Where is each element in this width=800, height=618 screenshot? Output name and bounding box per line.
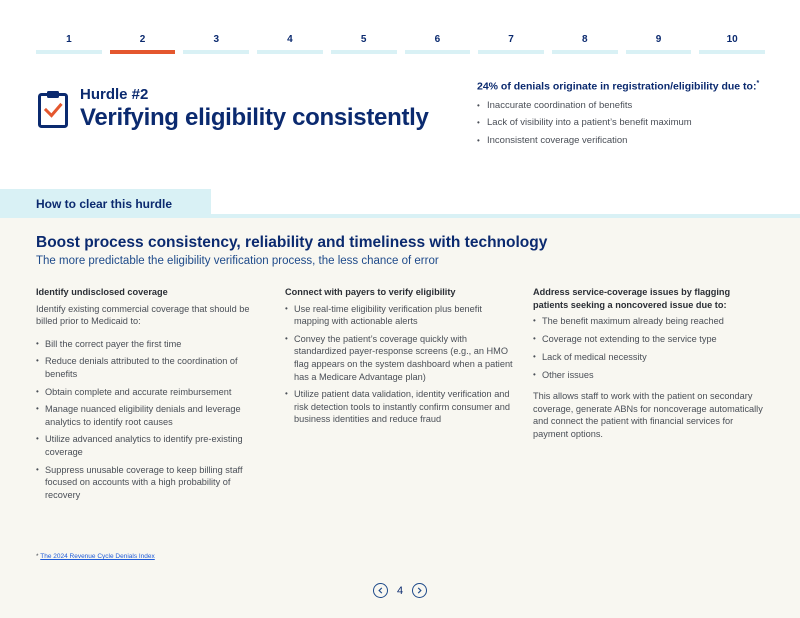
- column-note: This allows staff to work with the patient on secondary coverage, generate ABNs for noncoverage automatically and connect the patient with financial services for payment options.: [533, 391, 763, 439]
- clipboard-check-icon: [38, 90, 68, 128]
- column-undisclosed-coverage: [36, 286, 268, 506]
- pager: [373, 583, 427, 598]
- list-item: • Use real-time eligibility verification plus benefit mapping with actionable alerts: [285, 303, 517, 328]
- step-number: 5: [360, 34, 367, 45]
- step-bar: [552, 50, 618, 54]
- stat-item: • Inaccurate coordination of benefits: [477, 97, 777, 115]
- footnote: [36, 553, 155, 560]
- step-9[interactable]: [626, 33, 692, 54]
- step-bar: [331, 50, 397, 54]
- list-item: • Other issues: [533, 369, 765, 382]
- step-10[interactable]: [699, 33, 765, 54]
- chevron-left-icon[interactable]: [373, 583, 388, 598]
- step-bar: [626, 50, 692, 54]
- column-intro: Identify existing commercial coverage that should be billed prior to Medicaid to:: [36, 303, 250, 327]
- list-item: • The benefit maximum already being reached: [533, 315, 765, 328]
- hurdle-number: Hurdle #2: [80, 86, 149, 103]
- step-number: 10: [726, 34, 738, 45]
- stat-item: • Lack of visibility into a patient’s benefit maximum: [477, 114, 777, 132]
- step-bar: [183, 50, 249, 54]
- list-item: • Suppress unusable coverage to keep billing staff focused on accounts with a high probability of recovery: [36, 464, 268, 502]
- stat-list: [477, 97, 777, 150]
- step-number: 2: [139, 34, 146, 45]
- step-bar: [257, 50, 323, 54]
- step-3[interactable]: [183, 33, 249, 54]
- column-heading: Address service-coverage issues by flagging patients seeking a noncovered issue due to:: [533, 287, 731, 310]
- list-item: • Reduce denials attributed to the coordination of benefits: [36, 355, 268, 380]
- list-item: • Convey the patient’s coverage quickly with standardized payer-response screens (e.g., an HMO flag appears on the system dashboard when a patient has a Medicare Advantage plan): [285, 333, 517, 383]
- step-number: 9: [655, 34, 662, 45]
- step-4[interactable]: [257, 33, 323, 54]
- page-number: 4: [396, 584, 404, 597]
- step-number: 4: [287, 34, 293, 45]
- section-tab-label: How to clear this hurdle: [36, 197, 173, 211]
- step-bar: [699, 50, 765, 54]
- column-connect-payers: [285, 286, 517, 431]
- main-heading: Boost process consistency, reliability and timeliness with technology: [36, 234, 548, 251]
- page-title: Verifying eligibility consistently: [80, 104, 429, 131]
- step-number: 6: [434, 34, 441, 45]
- footnote-mark: *: [756, 80, 760, 87]
- step-bar: [36, 50, 102, 54]
- step-5[interactable]: [331, 33, 397, 54]
- column-list: [533, 315, 765, 382]
- stat-item: • Inconsistent coverage verification: [477, 132, 777, 150]
- list-item: • Lack of medical necessity: [533, 351, 765, 364]
- column-list: [285, 303, 517, 426]
- list-item: • Utilize patient data validation, identity verification and risk detection tools to instantly confirm consumer and business identities and reduce fraud: [285, 388, 517, 426]
- denial-stat: [477, 77, 777, 149]
- step-2[interactable]: [110, 33, 176, 54]
- column-heading: Connect with payers to verify eligibility: [285, 287, 456, 297]
- step-6[interactable]: [405, 33, 471, 54]
- stat-heading: 24% of denials originate in registration/eligibility due to:*: [477, 80, 760, 93]
- column-list: [36, 338, 268, 502]
- step-navigation: [36, 33, 765, 54]
- footnote-link[interactable]: The 2024 Revenue Cycle Denials Index: [40, 553, 155, 560]
- step-7[interactable]: [478, 33, 544, 54]
- step-number: 3: [213, 34, 220, 45]
- list-item: • Obtain complete and accurate reimbursement: [36, 386, 268, 399]
- step-8[interactable]: [552, 33, 618, 54]
- footnote-mark: *: [36, 553, 39, 560]
- chevron-right-icon[interactable]: [412, 583, 427, 598]
- step-bar: [110, 50, 176, 54]
- step-number: 8: [581, 34, 588, 45]
- step-bar: [478, 50, 544, 54]
- list-item: • Coverage not extending to the service type: [533, 333, 765, 346]
- column-heading: Identify undisclosed coverage: [36, 287, 168, 297]
- sub-heading: The more predictable the eligibility verification process, the less chance of error: [36, 255, 439, 267]
- column-service-coverage: [533, 286, 765, 450]
- list-item: • Utilize advanced analytics to identify pre-existing coverage: [36, 433, 268, 458]
- step-1[interactable]: [36, 33, 102, 54]
- step-bar: [405, 50, 471, 54]
- list-item: • Manage nuanced eligibility denials and leverage analytics to identify root causes: [36, 403, 268, 428]
- list-item: • Bill the correct payer the first time: [36, 338, 268, 351]
- step-number: 7: [508, 34, 514, 45]
- step-number: 1: [66, 34, 72, 45]
